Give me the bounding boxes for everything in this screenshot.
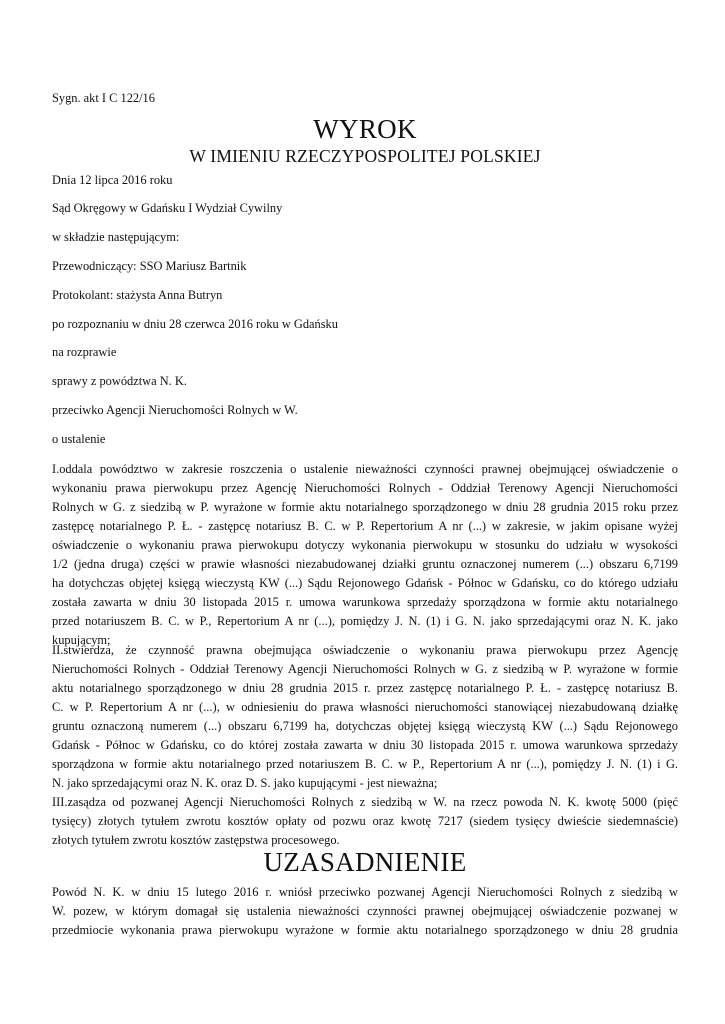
ruling-1-line: zastępcę notarialnego P. Ł. - zastępcę notariusz B. C. w P. Repertorium A nr (...) w zakresie, w jakim opisane wyżej [52, 519, 678, 533]
ruling-1-line: oświadczenie o wykonaniu prawa pierwokupu dotyczy wykonania pierwokupu w stosunku do udziału w wysokości [52, 538, 678, 552]
ruling-2-line: II.stwierdza, że czynność prawna obejmująca oświadczenie o wykonaniu prawa pierwokupu przez Agencję [52, 643, 678, 657]
ruling-1-line: 1/2 (jedna druga) części w prawie własności niezabudowanej działki gruntu oznaczonej numerem (...) obszaru 6,7199 [52, 557, 678, 571]
justification-paragraph [52, 883, 678, 940]
ruling-2-line: aktu notarialnego sporządzonego w dniu 28 grudnia 2015 r. przez zastępcę notarialnego P. Ł. - zastępcę notariusz B. [52, 681, 678, 695]
judgment-subtitle: W IMIENIU RZECZYPOSPOLITEJ POLSKIEJ [189, 146, 541, 166]
ruling-1-line: I.oddala powództwo w zakresie roszczenia o ustalenie nieważności czynności prawnej obejmującej oświadczenie o [52, 462, 678, 476]
hearing-date: po rozpoznaniu w dniu 28 czerwca 2016 roku w Gdańsku [52, 317, 338, 331]
ruling-2-line: Gdańsk - Północ w Gdańsku, co do której została zawarta w dniu 30 listopada 2015 r. umowa warunkowa sprzedaży [52, 738, 678, 752]
ruling-point-1 [52, 460, 678, 650]
court-name: Sąd Okręgowy w Gdańsku I Wydział Cywilny [52, 201, 283, 215]
court-clerk: Protokolant: stażysta Anna Butryn [52, 288, 223, 302]
presiding-judge: Przewodniczący: SSO Mariusz Bartnik [52, 259, 247, 273]
ruling-3-line: III.zasądza od pozwanej Agencji Nieruchomości Rolnych z siedzibą w W. na rzecz powoda N. K. kwotę 5000 (pięć [52, 795, 678, 809]
ruling-1-line: przed notariuszem B. C. w P., Repertorium A nr (...), pomiędzy J. N. (1) i G. N. jako sprzedającymi oraz N. K. jako [52, 614, 678, 628]
justification-line: Powód N. K. w dniu 15 lutego 2016 r. wniósł przeciwko pozwanej Agencji Nieruchomości Rolnych z siedzibą w [52, 885, 678, 899]
ruling-3-line: złotych tytułem zwrotu kosztów zastępstwa procesowego. [52, 833, 340, 847]
ruling-1-line: wykonaniu prawa pierwokupu przez Agencję Nieruchomości Rolnych - Oddział Terenowy Agencji Nieruchomości [52, 481, 678, 495]
justification-line: przedmiocie wykonania prawa pierwokupu wyrażone w formie aktu notarialnego sporządzonego w dniu 28 grudnia [52, 923, 678, 937]
ruling-1-line: została zawarta w dniu 30 listopada 2015 r. umowa warunkowa sprzedaży sporządzona w formie aktu notarialnego [52, 595, 678, 609]
ruling-1-line: Rolnych w G. z siedzibą w P. wyrażone w formie aktu notarialnego sporządzonego w dniu 28 grudnia 2015 roku przez [52, 500, 678, 514]
ruling-1-line: ha dotychczas objętej księgą wieczystą KW (...) Sądu Rejonowego Gdańsk - Północ w Gdańsku, co do którego udziału [52, 576, 678, 590]
ruling-2-line: C. w P. Repertorium A nr (...), w odniesieniu do prawa własności nieruchomości stanowiącej niezabudowaną działkę [52, 700, 678, 714]
ruling-point-3 [52, 793, 678, 850]
ruling-2-line: gruntu oznaczoną numerem (...) obszaru 6,7199 ha, dotychczas objętej księgą wieczystą KW (...) Sądu Rejonowego [52, 719, 678, 733]
subject-of-case: o ustalenie [52, 432, 106, 446]
case-signature: Sygn. akt I C 122/16 [52, 91, 155, 105]
defendant: przeciwko Agencji Nieruchomości Rolnych w W. [52, 403, 298, 417]
ruling-2-line: Nieruchomości Rolnych - Oddział Terenowy Agencji Nieruchomości Rolnych w G. z siedzibą w P. wyrażone w formie [52, 662, 678, 676]
judgment-title: WYROK [313, 114, 417, 144]
plaintiff: sprawy z powództwa N. K. [52, 374, 187, 388]
ruling-3-line: tysięcy) złotych tytułem zwrotu kosztów opłaty od pozwu oraz kwotę 7217 (siedem tysięcy dwieście siedemnaście) [52, 814, 678, 828]
hearing-type: na rozprawie [52, 345, 117, 359]
ruling-2-line: N. jako sprzedającymi oraz N. K. oraz D. S. jako kupującymi - jest nieważna; [52, 776, 438, 790]
ruling-2-line: sporządzona w formie aktu notarialnego przed notariuszem B. C. w P., Repertorium A nr (...), pomiędzy J. N. (1) i G. [52, 757, 678, 771]
judgment-date: Dnia 12 lipca 2016 roku [52, 173, 173, 187]
panel-composition-label: w składzie następującym: [52, 230, 180, 244]
justification-title: UZASADNIENIE [263, 847, 467, 877]
justification-line: W. pozew, w którym domagał się ustalenia nieważności czynności prawnej obejmującej oświadczenie pozwanej w [52, 904, 678, 918]
ruling-point-2 [52, 641, 678, 793]
ruling-1-line: kupującym; [52, 633, 111, 647]
